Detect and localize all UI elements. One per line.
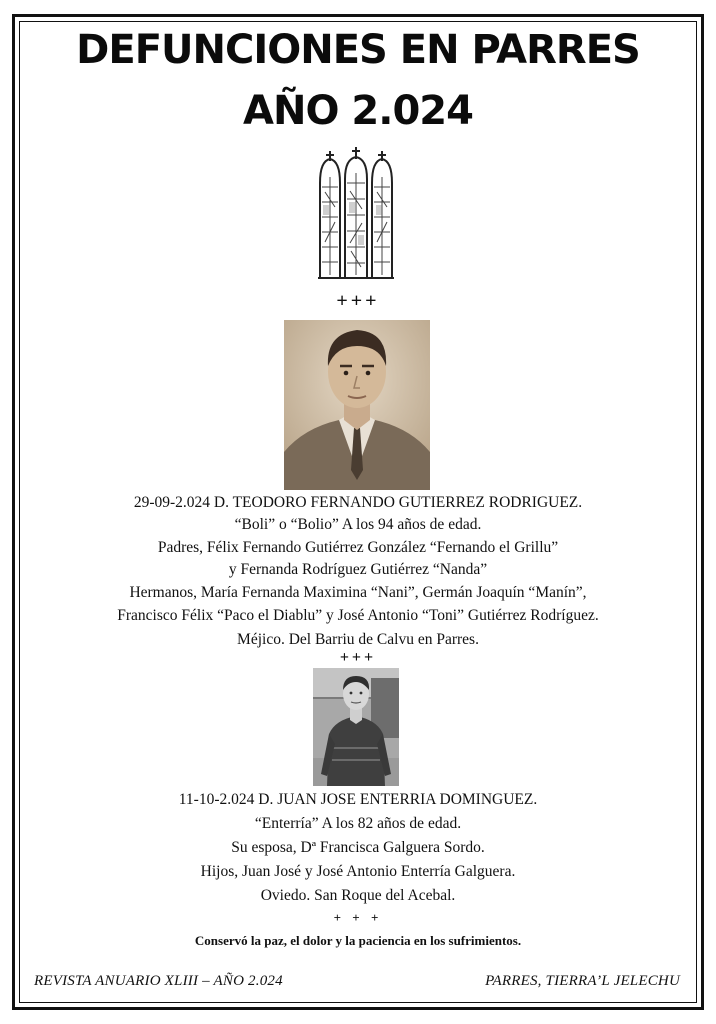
- obituary-1-line-3: Padres, Félix Fernando Gutiérrez González “Fernando el Grillu”: [157, 539, 559, 556]
- obituary-1-line-1: 29-09-2.024 D. TEODORO FERNANDO GUTIERREZ RODRIGUEZ.: [133, 494, 583, 511]
- portrait-photo-1: [284, 320, 430, 490]
- obituary-1-line-7: Méjico. Del Barriu de Calvu en Parres.: [237, 631, 479, 648]
- page-title-line-2: AÑO 2.024: [243, 88, 473, 134]
- closing-sentence: Conservó la paz, el dolor y la paciencia en los sufrimientos.: [194, 933, 522, 948]
- portrait-photo-2: [313, 668, 399, 786]
- separator-crosses: + + +: [333, 910, 383, 925]
- obituary-1-line-4: y Fernanda Rodríguez Gutiérrez “Nanda”: [228, 561, 488, 578]
- obituary-1-line-5: Hermanos, María Fernanda Maximina “Nani”, Germán Joaquín “Manín”,: [129, 584, 587, 601]
- stained-glass-window-icon: [317, 147, 395, 281]
- obituary-2-line-2: “Enterría” A los 82 años de edad.: [254, 815, 462, 832]
- separator-crosses: +++: [339, 649, 377, 666]
- obituary-2-line-1: 11-10-2.024 D. JUAN JOSE ENTERRIA DOMINGUEZ.: [178, 791, 538, 808]
- footer-publication: REVISTA ANUARIO XLIII – AÑO 2.024: [34, 973, 283, 989]
- obituary-1-line-2: “Boli” o “Bolio” A los 94 años de edad.: [234, 516, 482, 533]
- page-title-line-1: DEFUNCIONES EN PARRES: [76, 27, 640, 73]
- obituary-2-line-4: Hijos, Juan José y José Antonio Enterría Galguera.: [200, 863, 516, 880]
- obituary-2-line-5: Oviedo. San Roque del Acebal.: [260, 887, 456, 904]
- portrait-man-sweater: [313, 668, 399, 786]
- separator-crosses: +++: [336, 290, 380, 312]
- obituary-2-line-3: Su esposa, Dª Francisca Galguera Sordo.: [231, 839, 485, 856]
- obituary-1-line-6: Francisco Félix “Paco el Diablu” y José Antonio “Toni” Gutiérrez Rodríguez.: [117, 607, 599, 624]
- footer-region: PARRES, TIERRA’L JELECHU: [485, 973, 680, 989]
- portrait-young-man-suit: [284, 320, 430, 490]
